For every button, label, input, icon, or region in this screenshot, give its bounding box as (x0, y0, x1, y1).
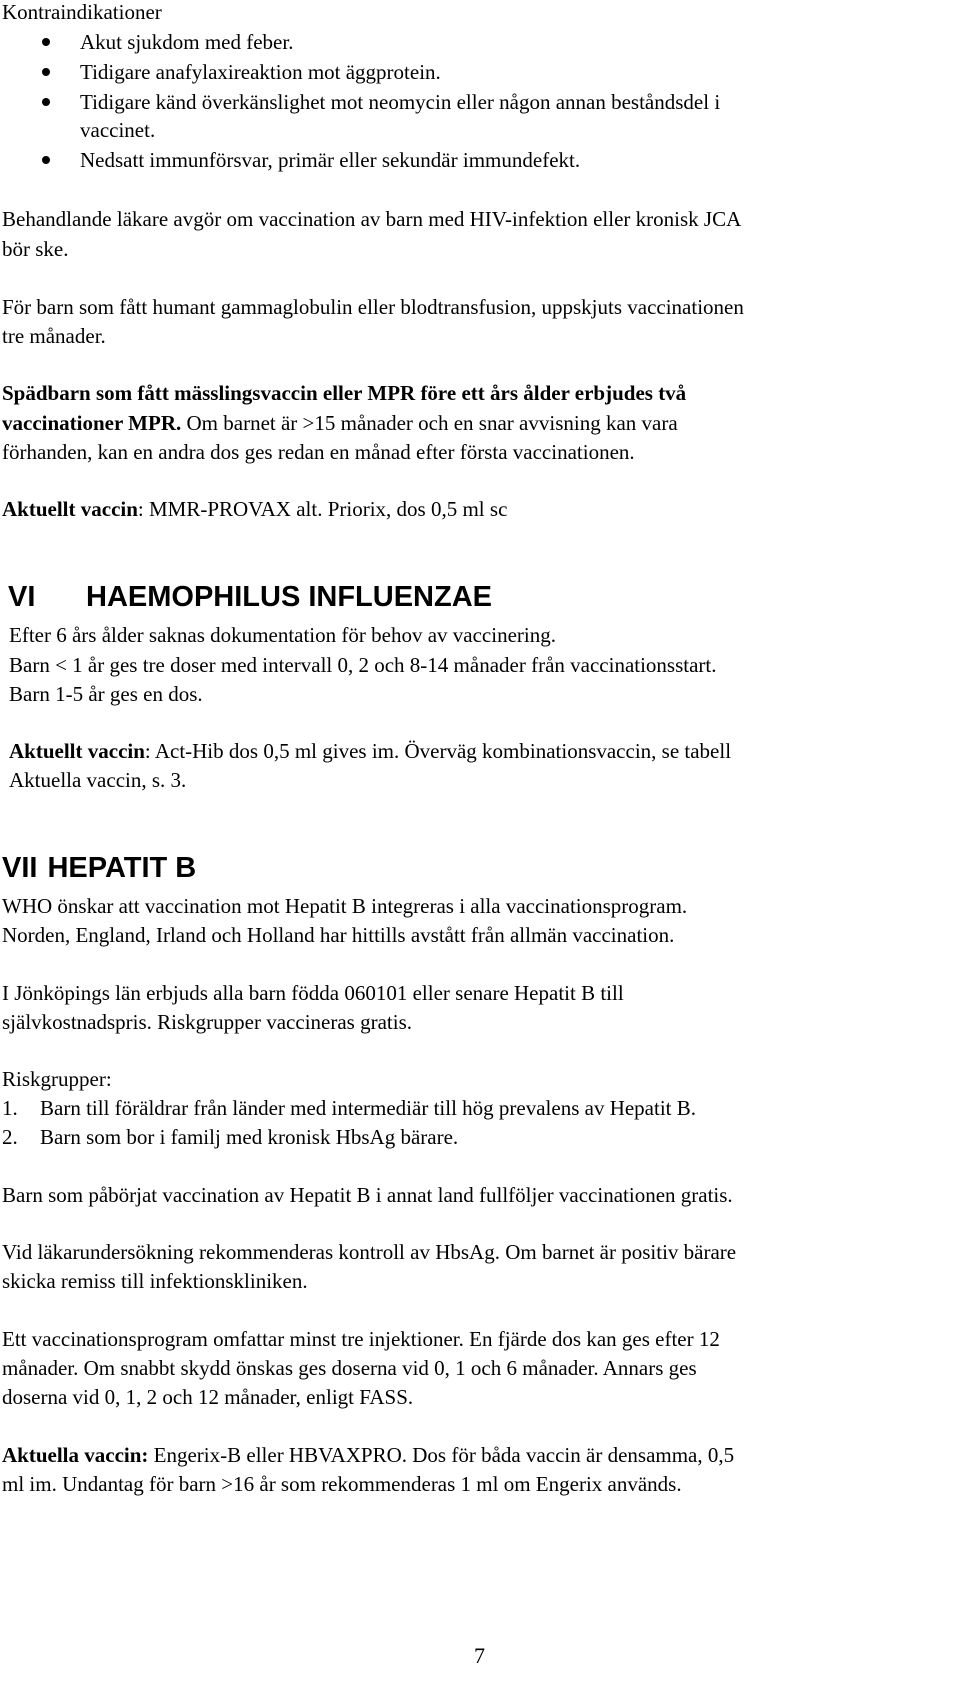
hepb-paragraph-line: WHO önskar att vaccination mot Hepatit B integreras i alla vaccinationsprogram. (2, 894, 688, 918)
section-number: VII (2, 852, 38, 884)
hib-paragraph-line: Efter 6 års ålder saknas dokumentation för behov av vaccinering. (9, 623, 556, 647)
hepb-paragraph-line: skicka remiss till infektionskliniken. (2, 1269, 308, 1293)
risk-group-item (2, 1122, 458, 1153)
infant-bold-text: vaccinationer MPR. (2, 411, 182, 435)
infant-paragraph-line: Spädbarn som fått mässlingsvaccin eller MPR före ett års ålder erbjudes två (2, 381, 687, 405)
gamma-paragraph-line: För barn som fått humant gammaglobulin eller blodtransfusion, uppskjuts vaccinationen (2, 295, 744, 319)
risk-groups-title: Riskgrupper: (2, 1067, 112, 1091)
section-title: HAEMOPHILUS INFLUENZAE (86, 581, 492, 613)
hepb-paragraph-line: månader. Om snabbt skydd önskas ges doserna vid 0, 1 och 6 månader. Annars ges (2, 1356, 697, 1380)
vaccine-label: Aktuella vaccin: (2, 1443, 149, 1467)
section-number: VI (8, 581, 36, 613)
contraindication-item-continuation: vaccinet. (80, 118, 156, 142)
hib-paragraph-line: Barn 1-5 år ges en dos. (9, 682, 203, 706)
hepb-paragraph-line: I Jönköpings län erbjuds alla barn födda 060101 eller senare Hepatit B till (2, 981, 624, 1005)
infant-paragraph-line: förhanden, kan en andra dos ges redan en månad efter första vaccinationen. (2, 440, 635, 464)
mmr-vaccine-line (2, 494, 507, 525)
bullet-icon (42, 98, 50, 106)
hepb-paragraph-line: Norden, England, Irland och Holland har hittills avstått från allmän vaccination. (2, 923, 675, 947)
hepb-paragraph-line: Vid läkarundersökning rekommenderas kontroll av HbsAg. Om barnet är positiv bärare (2, 1240, 737, 1264)
hiv-paragraph-line: bör ske. (2, 237, 69, 261)
contraindications-title: Kontraindikationer (2, 0, 162, 24)
hepb-paragraph-line: Barn som påbörjat vaccination av Hepatit B i annat land fullföljer vaccinationen gratis. (2, 1183, 733, 1207)
hepb-paragraph-line: Ett vaccinationsprogram omfattar minst tre injektioner. En fjärde dos kan ges efter 12 (2, 1327, 720, 1351)
vaccine-label: Aktuellt vaccin (9, 739, 145, 763)
vaccine-text: : Act-Hib dos 0,5 ml gives im. Överväg kombinationsvaccin, se tabell (144, 739, 732, 763)
section-title: HEPATIT B (47, 852, 197, 884)
infant-paragraph-line (2, 408, 678, 439)
risk-group-text: Barn som bor i familj med kronisk HbsAg bärare. (40, 1125, 459, 1149)
page-number: 7 (474, 1643, 485, 1668)
contraindication-item: Tidigare anafylaxireaktion mot äggprotein. (80, 60, 441, 84)
hepb-vaccine-line (2, 1440, 734, 1471)
risk-group-item (2, 1093, 696, 1124)
bullet-icon (42, 38, 50, 46)
bullet-icon (42, 156, 50, 164)
vaccine-text: : MMR-PROVAX alt. Priorix, dos 0,5 ml sc (137, 497, 508, 521)
hib-vaccine-line: Aktuella vaccin, s. 3. (9, 768, 187, 792)
contraindication-item: Akut sjukdom med feber. (80, 30, 294, 54)
hepb-paragraph-line: doserna vid 0, 1, 2 och 12 månader, enligt FASS. (2, 1385, 414, 1409)
section-heading-hib (8, 580, 492, 614)
hepb-paragraph-line: självkostnadspris. Riskgrupper vaccineras gratis. (2, 1010, 412, 1034)
contraindication-item: Nedsatt immunförsvar, primär eller sekundär immundefekt. (80, 148, 581, 172)
risk-group-number: 1. (2, 1096, 18, 1120)
hepb-vaccine-line: ml im. Undantag för barn >16 år som rekommenderas 1 ml om Engerix används. (2, 1472, 682, 1496)
hib-paragraph-line: Barn < 1 år ges tre doser med intervall 0, 2 och 8-14 månader från vaccinationsstart. (9, 653, 717, 677)
risk-group-number: 2. (2, 1125, 18, 1149)
contraindication-item: Tidigare känd överkänslighet mot neomycin eller någon annan beståndsdel i (80, 90, 721, 114)
infant-text: Om barnet är >15 månader och en snar avvisning kan vara (181, 411, 678, 435)
bullet-icon (42, 68, 50, 76)
risk-group-text: Barn till föräldrar från länder med intermediär till hög prevalens av Hepatit B. (40, 1096, 697, 1120)
hib-vaccine-line (9, 736, 731, 767)
section-heading-hepb (2, 851, 196, 885)
vaccine-text: Engerix-B eller HBVAXPRO. Dos för båda vaccin är densamma, 0,5 (148, 1443, 735, 1467)
gamma-paragraph-line: tre månader. (2, 324, 106, 348)
vaccine-label: Aktuellt vaccin (2, 497, 138, 521)
hiv-paragraph-line: Behandlande läkare avgör om vaccination av barn med HIV-infektion eller kronisk JCA (2, 207, 742, 231)
